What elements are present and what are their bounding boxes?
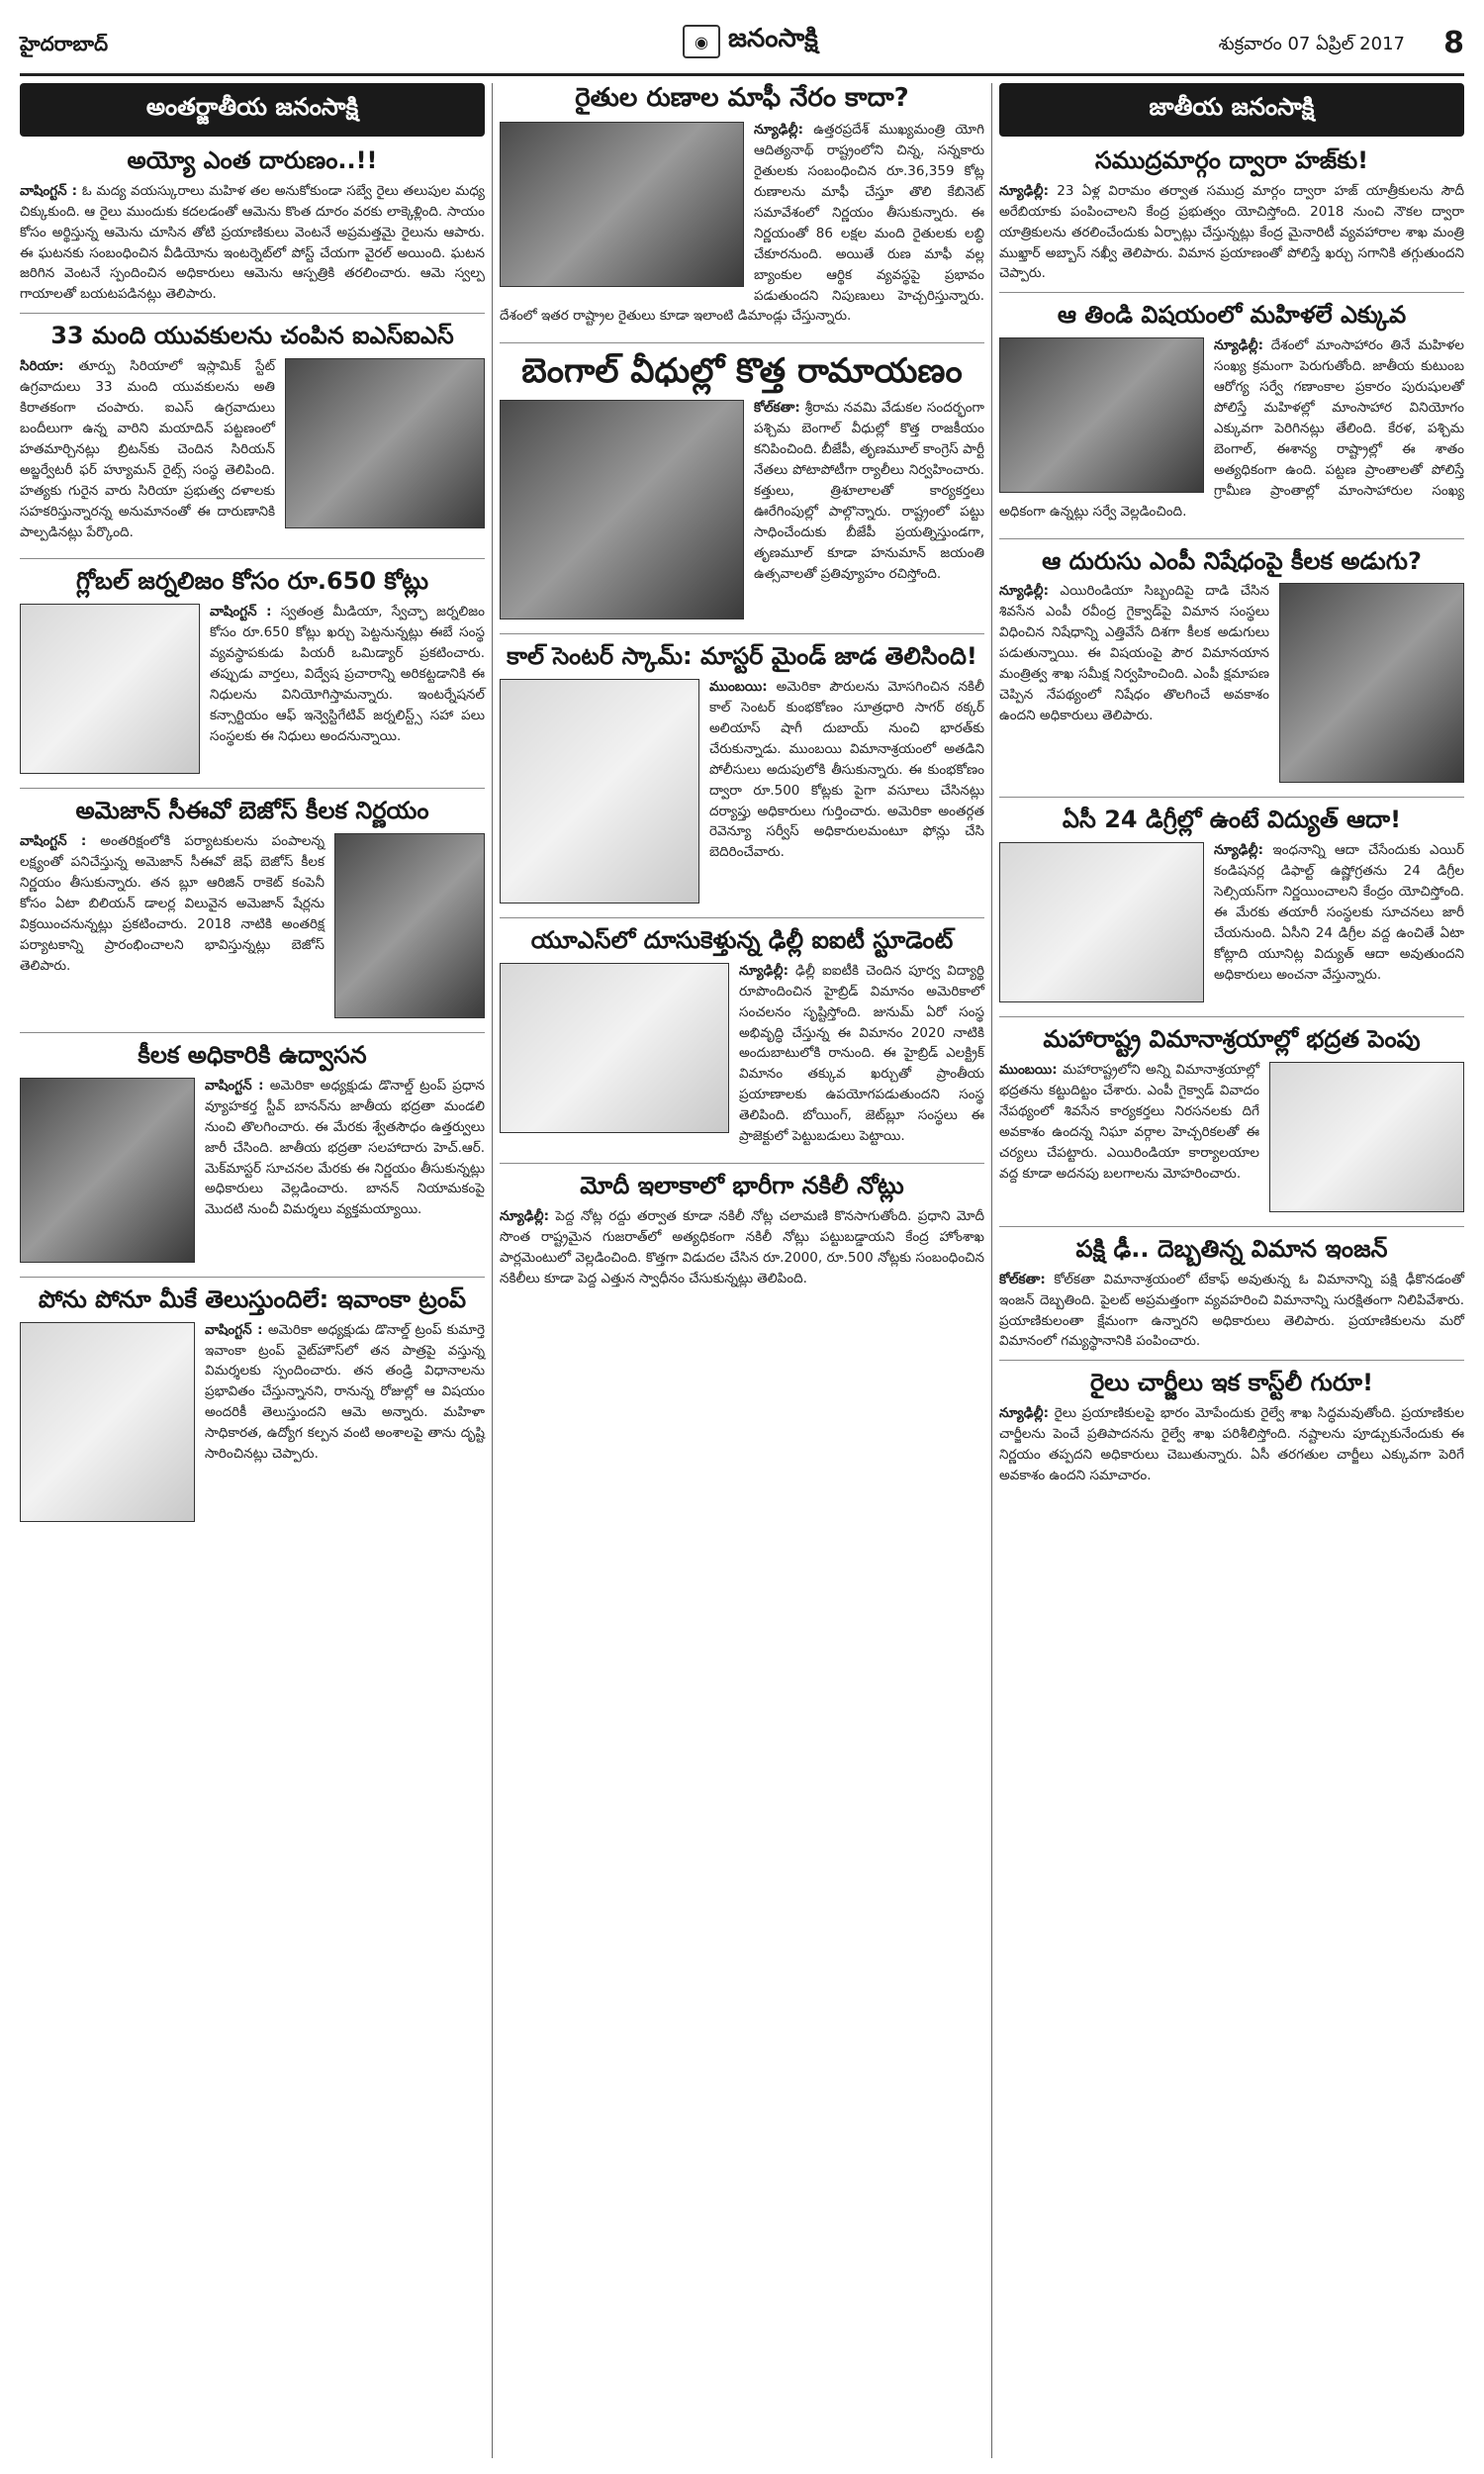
isis-photo xyxy=(285,358,485,528)
article-headline: బెంగాల్ వీధుల్లో కొత్త రామాయణం xyxy=(521,351,963,392)
article-headline: యూఎస్‌లో దూసుకెళ్తున్న ఢిల్లీ ఐఐటీ స్టూడెంట్ xyxy=(530,926,954,954)
article-headline: ఆ దురుసు ఎంపీ నిషేధంపై కీలక అడుగు? xyxy=(1042,546,1422,575)
article-body: న్యూఢిల్లీ: 23 ఏళ్ల విరామం తర్వాత సముద్ర మార్గం ద్వారా హజ్ యాత్రీకులను సౌదీ అరేబియాకు పంపించాలని కేంద్ర ప్రభుత్వం యోచిస్తోంది. 2018 నుంచి నౌకల ద్వారా యాత్రికులను తరలించేందుకు ఏర్పాట్లు చేస్తున్నట్లు కేంద్ర మైనారిటీ వ్యవహారాల శాఖ మంత్రి ముఖ్తార్ అబ్బాస్ నఖ్వీ తెలిపారు. విమాన ప్రయాణంతో పోలిస్తే ఖర్చు సగానికి తగ్గుతుందని చెప్పారు. xyxy=(999,182,1465,282)
article-headline: కాల్ సెంటర్ స్కామ్: మాస్టర్ మైండ్ జాడ తెలిసింది! xyxy=(507,642,977,671)
article-body: ముంబయి: అమెరికా పౌరులను మోసగించిన నకిలీ కాల్ సెంటర్ కుంభకోణం సూత్రధారి సాగర్ ఠక్కర్ అలియాస్ షాగీ దుబాయ్ నుంచి భారత్‌కు చేరుకున్నాడు. ముంబయి విమానాశ్రయంలో అతడిని పోలీసులు అదుపులోకి తీసుకున్నారు. ఈ కుంభకోణం ద్వారా రూ.500 కోట్లకు పైగా వసూలు చేసినట్లు దర్యాప్తు అధికారులు గుర్తించారు. అమెరికా అంతర్గత రెవెన్యూ సర్వీస్ అధికారులమంటూ ఫోన్లు చేసి బెదిరించేవారు. xyxy=(709,679,984,861)
article-headline: ఆ తిండి విషయంలో మహిళలే ఎక్కువ xyxy=(1057,301,1407,330)
article-headline: అమెజాన్ సీఈవో బెజోస్ కీలక నిర్ణయం xyxy=(75,797,429,825)
article-body: వాషింగ్టన్ : అమెరికా అధ్యక్షుడు డొనాల్డ్ ట్రంప్ కుమార్తె ఇవాంకా ట్రంప్ వైట్‌హౌస్‌లో తన పాత్రపై వస్తున్న విమర్శలకు స్పందించారు. తన తండ్రి విధానాలను ప్రభావితం చేస్తున్నానని, రానున్న రోజుల్లో ఆ విషయం అందరికీ తెలుస్తుందని ఆమె అన్నారు. మహిళా సాధికారత, ఉద్యోగ కల్పన వంటి అంశాలపై తాను దృష్టి సారించినట్లు చెప్పారు. xyxy=(205,1321,485,1463)
article-headline: కీలక అధికారికి ఉద్వాసన xyxy=(138,1041,367,1070)
article-body: సిరియా: తూర్పు సిరియాలో ఇస్లామిక్ స్టేట్ ఉగ్రవాదులు 33 మంది యువకులను అతి కిరాతకంగా చంపారు. ఐఎస్ ఉగ్రవాదులు బందీలుగా ఉన్న వారిని మయాదిన్ పట్టణంలో హతమార్చినట్లు బ్రిటన్‌కు చెందిన సిరియన్ అబ్జర్వేటరీ ఫర్ హ్యూమన్ రైట్స్ సంస్థ తెలిపింది. హత్యకు గురైన వారు సిరియా ప్రభుత్వ దళాలకు సహకరిస్తున్నారన్న అనుమానంతో ఈ దారుణానికి పాల్పడినట్లు పేర్కొంది. xyxy=(20,358,275,540)
article-body: న్యూఢిల్లీ: రైలు ప్రయాణికులపై భారం మోపేందుకు రైల్వే శాఖ సిద్ధమవుతోంది. ప్రయాణికుల చార్జీలను పెంచే ప్రతిపాదనను రైల్వే శాఖ పరిశీలిస్తోంది. నష్టాలను పూడ్చుకునేందుకు ఈ నిర్ణయం తప్పదని అధికారులు చెబుతున్నారు. ఏసీ తరగతుల చార్జీలు ఎక్కువగా పెరిగే అవకాశం ఉందని సమాచారం. xyxy=(999,1405,1464,1483)
article-body: న్యూఢిల్లీ: ఉత్తరప్రదేశ్ ముఖ్యమంత్రి యోగి ఆదిత్యనాథ్ రాష్ట్రంలోని చిన్న, సన్నకారు రైతులకు సంబంధించిన రూ.36,359 కోట్ల రుణాలను మాఫీ చేస్తూ తొలి కేబినెట్ సమావేశంలో నిర్ణయం తీసుకున్నారు. ఈ నిర్ణయంతో 86 లక్షల మంది రైతులకు లబ్ధి చేకూరనుంది. అయితే రుణ మాఫీ వల్ల బ్యాంకుల ఆర్థిక వ్యవస్థపై ప్రభావం పడుతుందని నిపుణులు హెచ్చరిస్తున్నారు. దేశంలో ఇతర రాష్ట్రాల రైతులు కూడా ఇలాంటి డిమాండ్లు చేస్తున్నారు. xyxy=(500,122,984,325)
section-tab-national: జాతీయ జనంసాక్షి xyxy=(999,83,1464,137)
dateline: వాషింగ్టన్ : xyxy=(20,182,78,199)
ivanka-photo xyxy=(20,1322,195,1522)
national-column xyxy=(999,83,1464,1494)
article-headline: మోదీ ఇలాకాలో భారీగా నకిలీ నోట్లు xyxy=(580,1172,904,1200)
hybrid-aircraft-photo xyxy=(500,963,729,1133)
article-headline: ఏసీ 24 డిగ్రీల్లో ఉంటే విద్యుత్ ఆదా! xyxy=(1062,806,1402,834)
page-number: 8 xyxy=(1443,26,1464,60)
article-body: వాషింగ్టన్ : అమెరికా అధ్యక్షుడు డొనాల్డ్ ట్రంప్ ప్రధాన వ్యూహకర్త స్టీవ్ బానన్‌ను జాతీయ భద్రతా మండలి నుంచి తొలగించారు. ఈ మేరకు శ్వేతసౌధం ఉత్తర్వులు జారీ చేసింది. జాతీయ భద్రతా సలహాదారు హెచ్.ఆర్. మెక్‌మాస్టర్ సూచనల మేరకు ఈ నిర్ణయం తీసుకున్నట్లు అధికారులు వెల్లడించారు. బానన్ నియామకంపై మొదటి నుంచీ విమర్శలు వ్యక్తమయ్యాయి. xyxy=(205,1077,485,1218)
article-body: ముంబయి: మహారాష్ట్రలోని అన్ని విమానాశ్రయాల్లో భద్రతను కట్టుదిట్టం చేశారు. ఎంపీ గైక్వాడ్ వివాదం నేపథ్యంలో శివసేన కార్యకర్తలు నిరసనలకు దిగే అవకాశం ఉందన్న నిఘా వర్గాల హెచ్చరికలతో ఈ చర్యలు చేపట్టారు. ఎయిరిండియా కార్యాలయాల వద్ద కూడా అదనపు బలగాలను మోహరించారు. xyxy=(999,1061,1260,1182)
article-body: కోల్‌కతా: కోల్‌కతా విమానాశ్రయంలో టేకాఫ్ అవుతున్న ఓ విమానాన్ని పక్షి ఢీకొనడంతో ఇంజన్ దెబ్బతింది. పైలట్ అప్రమత్తంగా వ్యవహరించి విమానాన్ని సురక్షితంగా నిలిపివేశారు. ప్రయాణికులంతా క్షేమంగా ఉన్నారని అధికారులు తెలిపారు. ప్రయాణికులను మరో విమానంలో గమ్యస్థానానికి పంపించారు. xyxy=(999,1271,1465,1350)
city-label: హైదరాబాద్ xyxy=(20,32,109,55)
center-column xyxy=(500,83,984,1297)
sagar-thakkar-photo xyxy=(500,679,699,904)
issue-date: శుక్రవారం 07 ఏప్రిల్ 2017 xyxy=(1218,34,1405,54)
article-headline: రైతుల రుణాల మాఫీ నేరం కాదా? xyxy=(575,83,909,113)
article-headline: మహారాష్ట్ర విమానాశ్రయాల్లో భద్రత పెంపు xyxy=(1043,1025,1421,1054)
paper-name: జనంసాక్షి xyxy=(728,24,818,53)
article-headline: సముద్రమార్గం ద్వారా హజ్‌కు! xyxy=(1094,146,1369,174)
article-body: కోల్‌కతా: శ్రీరామ నవమి వేడుకల సందర్భంగా పశ్చిమ బెంగాల్ వీధుల్లో కొత్త రాజకీయం కనిపించింది. బీజేపీ, తృణమూల్ కాంగ్రెస్ పార్టీ నేతలు పోటాపోటీగా ర్యాలీలు నిర్వహించారు. కత్తులు, త్రిశూలాలతో కార్యకర్తలు ఊరేగింపుల్లో పాల్గొన్నారు. రాష్ట్రంలో పట్టు సాధించేందుకు బీజేపీ ప్రయత్నిస్తుండగా, తృణమూల్ కూడా హనుమాన్ జయంతి ఉత్సవాలతో ప్రతివ్యూహం రచిస్తోంది. xyxy=(754,400,984,582)
article-headline: పక్షి ఢీ.. దెబ్బతిన్న విమాన ఇంజన్ xyxy=(1075,1234,1388,1263)
mp-gaikwad-photo xyxy=(1279,583,1464,783)
bezos-photo xyxy=(334,833,485,1018)
article-body: వాషింగ్టన్ : ఓ మద్య వయస్కురాలు మహిళ తల అనుకోకుండా సబ్వే రైలు తలుపుల మధ్య చిక్కుకుంది. ఆ రైలు ముందుకు కదలడంతో ఆమెను కొంత దూరం వరకు లాక్కెళ్లింది. సాయం కోసం అర్థిస్తున్న ఆమెను చూసిన తోటి ప్రయాణికులు వెంటనే అప్రమత్తమై రైలును ఆపారు. ఈ ఘటనకు సంబంధించిన వీడియోను ఇంటర్నెట్‌లో పోస్ట్ చేయగా వైరల్ అయింది. ఘటన జరిగిన వెంటనే స్పందించిన అధికారులు ఆమెను ఆస్పత్రికి తరలించారు. ఆమె స్వల్ప గాయాలతో బయటపడినట్లు తెలిపారు. xyxy=(20,182,485,303)
meat-dish-photo xyxy=(999,337,1204,493)
article-headline: గ్లోబల్ జర్నలిజం కోసం రూ.650 కోట్లు xyxy=(75,567,429,596)
newsroom-photo xyxy=(20,604,200,774)
farmers-photo xyxy=(500,122,744,287)
article-body: న్యూఢిల్లీ: పెద్ద నోట్ల రద్దు తర్వాత కూడా నకిలీ నోట్ల చలామణి కొనసాగుతోంది. ప్రధాని మోదీ సొంత రాష్ట్రమైన గుజరాత్‌లో అత్యధికంగా నకిలీ నోట్లు పట్టుబడ్డాయని కేంద్ర హోంశాఖ పార్లమెంటులో వెల్లడించింది. కొత్తగా విడుదల చేసిన రూ.2000, రూ.500 నోట్లకు సంబంధించిన నకిలీలు కూడా పెద్ద ఎత్తున స్వాధీనం చేసుకున్నట్లు తెలిపింది. xyxy=(500,1207,985,1286)
article-body: న్యూఢిల్లీ: ఇంధనాన్ని ఆదా చేసేందుకు ఎయిర్ కండిషనర్ల డిఫాల్ట్ ఉష్ణోగ్రతను 24 డిగ్రీల సెల్సియస్‌గా నిర్ణయించాలని కేంద్రం యోచిస్తోంది. ఈ మేరకు తయారీ సంస్థలకు సూచనలు జారీ చేయనుంది. ఏసీని 24 డిగ్రీల వద్ద ఉంచితే ఏటా కోట్లాది యూనిట్ల విద్యుత్ ఆదా అవుతుందని అధికారులు అంచనా వేస్తున్నారు. xyxy=(1214,842,1464,983)
article-headline: పోను పోనూ మీకే తెలుస్తుందిలే: ఇవాంకా ట్రంప్ xyxy=(38,1285,467,1313)
article-body: వాషింగ్టన్ : అంతరిక్షంలోకి పర్యాటకులను పంపాలన్న లక్ష్యంతో పనిచేస్తున్న అమెజాన్ సీఈవో జెఫ్ బెజోస్ కీలక నిర్ణయం తీసుకున్నారు. తన బ్లూ ఆరిజిన్ రాకెట్ కంపెనీ కోసం ఏటా బిలియన్ డాలర్ల విలువైన అమెజాన్ షేర్లను విక్రయించనున్నట్లు ప్రకటించారు. 2018 నాటికి అంతరిక్ష పర్యాటకాన్ని ప్రారంభించాలని భావిస్తున్నట్లు బెజోస్ తెలిపారు. xyxy=(20,833,325,974)
masthead xyxy=(20,14,1464,76)
article-headline: రైలు చార్జీలు ఇక కాస్ట్‌లీ గురూ! xyxy=(1089,1369,1374,1397)
article-headline: 33 మంది యువకులను చంపిన ఐఎస్ఐఎస్ xyxy=(50,322,454,350)
paper-logo xyxy=(683,24,818,59)
article-body: న్యూఢిల్లీ: దేశంలో మాంసాహారం తినే మహిళల సంఖ్య క్రమంగా పెరుగుతోంది. జాతీయ కుటుంబ ఆరోగ్య సర్వే గణాంకాల ప్రకారం పురుషులతో పోలిస్తే మహిళల్లో మాంసాహార వినియోగం ఎక్కువగా పెరిగినట్లు తేలింది. కేరళ, పశ్చిమ బెంగాల్, ఈశాన్య రాష్ట్రాల్లో ఈ శాతం అత్యధికంగా ఉంది. పట్టణ ప్రాంతాలతో పోలిస్తే గ్రామీణ ప్రాంతాల్లో మాంసాహారుల సంఖ్య అధికంగా ఉన్నట్లు సర్వే వెల్లడించింది. xyxy=(999,337,1464,520)
column-divider xyxy=(991,83,992,2458)
air-conditioner-photo xyxy=(999,842,1204,1002)
section-tab-international: అంతర్జాతీయ జనంసాక్షి xyxy=(20,83,485,137)
article-body: న్యూఢిల్లీ: ఎయిరిండియా సిబ్బందిపై దాడి చేసిన శివసేన ఎంపీ రవీంద్ర గైక్వాడ్‌పై విమాన సంస్థలు విధించిన నిషేధాన్ని ఎత్తివేసే దిశగా కీలక అడుగులు పడుతున్నాయి. ఈ విషయంపై పౌర విమానయాన మంత్రిత్వ శాఖ సమీక్ష నిర్వహించింది. ఎంపీ క్షమాపణ చెప్పిన నేపథ్యంలో నిషేధం తొలగించే అవకాశం ఉందని అధికారులు తెలిపారు. xyxy=(999,583,1269,723)
article-body: వాషింగ్టన్ : స్వతంత్ర మీడియా, స్వేచ్ఛా జర్నలిజం కోసం రూ.650 కోట్లు ఖర్చు పెట్టనున్నట్లు ఈబే సంస్థ వ్యవస్థాపకుడు పియరీ ఒమిడ్యార్ ప్రకటించారు. తప్పుడు వార్తలు, విద్వేష ప్రచారాన్ని అరికట్టడానికి ఈ నిధులను వినియోగిస్తామన్నారు. ఇంటర్నేషనల్ కన్సార్టియం ఆఫ్ ఇన్వెస్టిగేటివ్ జర్నలిస్ట్స్ సహా పలు సంస్థలకు ఈ నిధులు అందనున్నాయి. xyxy=(210,604,486,744)
article-headline: అయ్యో ఎంత దారుణం..!! xyxy=(127,146,378,174)
bannon-photo xyxy=(20,1078,195,1263)
airport-terminal-photo xyxy=(1269,1062,1464,1212)
bengal-rally-photo xyxy=(500,400,744,619)
eye-logo-icon: ◉ xyxy=(683,25,720,58)
article-body: న్యూఢిల్లీ: ఢిల్లీ ఐఐటీకి చెందిన పూర్వ విద్యార్థి రూపొందించిన హైబ్రిడ్ విమానం అమెరికాలో సంచలనం సృష్టిస్తోంది. జునుమ్ ఏరో సంస్థ అభివృద్ధి చేస్తున్న ఈ విమానం 2020 నాటికి అందుబాటులోకి రానుంది. ఈ హైబ్రిడ్ ఎలక్ట్రిక్ విమానం తక్కువ ఖర్చుతో ప్రాంతీయ ప్రయాణాలకు ఉపయోగపడుతుందని సంస్థ తెలిపింది. బోయింగ్, జెట్‌బ్లూ సంస్థలు ఈ ప్రాజెక్టులో పెట్టుబడులు పెట్టాయి. xyxy=(739,962,985,1145)
column-divider xyxy=(492,83,493,2458)
international-column xyxy=(20,83,485,1528)
